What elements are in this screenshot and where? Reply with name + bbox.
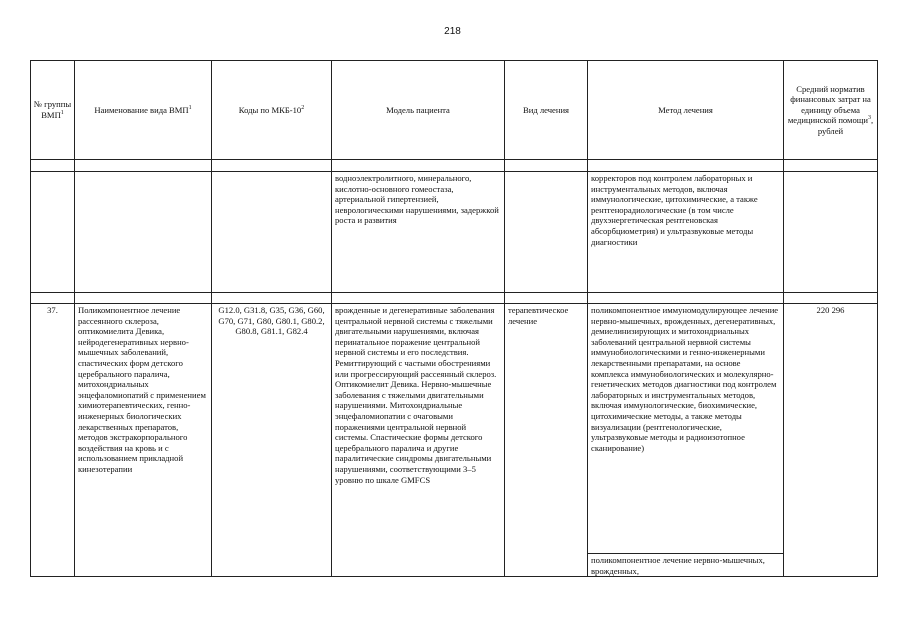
row-patient-model: врожденные и дегенеративные заболевания центральной нервной системы с тяжелыми двигательными нарушениями, включая перинатальное поражение центральной нервной системы и его последствия. Ремиттирующий с частыми обострениями или прогрессирующий рассеянный склероз. Оптикомиелит Девика. Нервно-мышечные заболевания с тяжелыми двигательными нарушениями. Митохондриальные энцефаломиопатии с очаговыми поражениями центральной нервной системы. Спастические формы детского церебрального паралича и другие паралитические синдромы двигательными нарушениями, соответствующими 3–5 уровню по шкале GMFCS xyxy=(332,304,505,577)
header-codes: Коды по МКБ-$10^2$ xyxy=(212,61,332,160)
header-group-no: № группы ВМП$^1$ xyxy=(31,61,75,160)
continued-method: корректоров под контролем лабораторных и инструментальных методов, включая иммунологические, цитохимические, а также рентгенорадиологические (в том числе двухэнергетическая рентгеновская абсорбциометрия) и ультразвуковые методы диагностики xyxy=(588,172,784,293)
row-method-2: поликомпонентное лечение нервно-мышечных, врожденных, xyxy=(591,555,765,576)
row-method-1: поликомпонентное иммуномодулирующее лечение нервно-мышечных, врожденных, дегенеративных, демиелинизирующих и митохондриальных заболеваний центральной нервной системы иммунобиологическими и генно-инженерными лекарственными препаратами, на основе комплекса иммунобиологических и молекулярно-генетических методов диагностики под контролем лабораторных и инструментальных методов, включая иммунологические, биохимические, цитохимические методы, а также методы визуализации (рентгенологические, ультразвуковые методы и радиоизотопное сканирование) xyxy=(588,304,783,554)
header-treatment-type: Вид лечения xyxy=(505,61,588,160)
row-number: 37. xyxy=(31,304,75,577)
header-patient-model: Модель пациента xyxy=(332,61,505,160)
header-method: Метод лечения xyxy=(588,61,784,160)
continued-row xyxy=(31,172,878,293)
row-cost: 220 296 xyxy=(784,304,878,577)
header-row xyxy=(31,61,878,160)
page-number: 218 xyxy=(444,26,461,37)
table-row xyxy=(31,304,878,577)
row-method xyxy=(588,304,784,577)
continued-patient-model: водноэлектролитного, минерального, кислотно-основного гомеостаза, артериальной гипертензией, неврологическими нарушениями, задержкой роста и развития xyxy=(332,172,505,293)
header-name: Наименование вида ВМП$^1$ xyxy=(75,61,212,160)
gap-row xyxy=(31,293,878,304)
header-cost: Средний норматив финансовых затрат на единицу объема медицинской помощи$^3$, рублей xyxy=(784,61,878,160)
row-treatment-type: терапевтическое лечение xyxy=(505,304,588,577)
row-name: Поликомпонентное лечение рассеянного склероза, оптикомиелита Девика, нейродегенеративных нервно-мышечных заболеваний, спастических форм детского церебрального паралича, митохондриальных энцефаломиопатий с применением химиотерапевтических, генно-инженерных биологических лекарственных препаратов, методов экстракорпорального воздействия на кровь и с использованием прикладной кинезотерапии xyxy=(75,304,212,577)
row-codes: G12.0, G31.8, G35, G36, G60, G70, G71, G80, G80.1, G80.2, G80.8, G81.1, G82.4 xyxy=(212,304,332,577)
numbering-row xyxy=(31,160,878,172)
vmp-table xyxy=(30,60,878,577)
